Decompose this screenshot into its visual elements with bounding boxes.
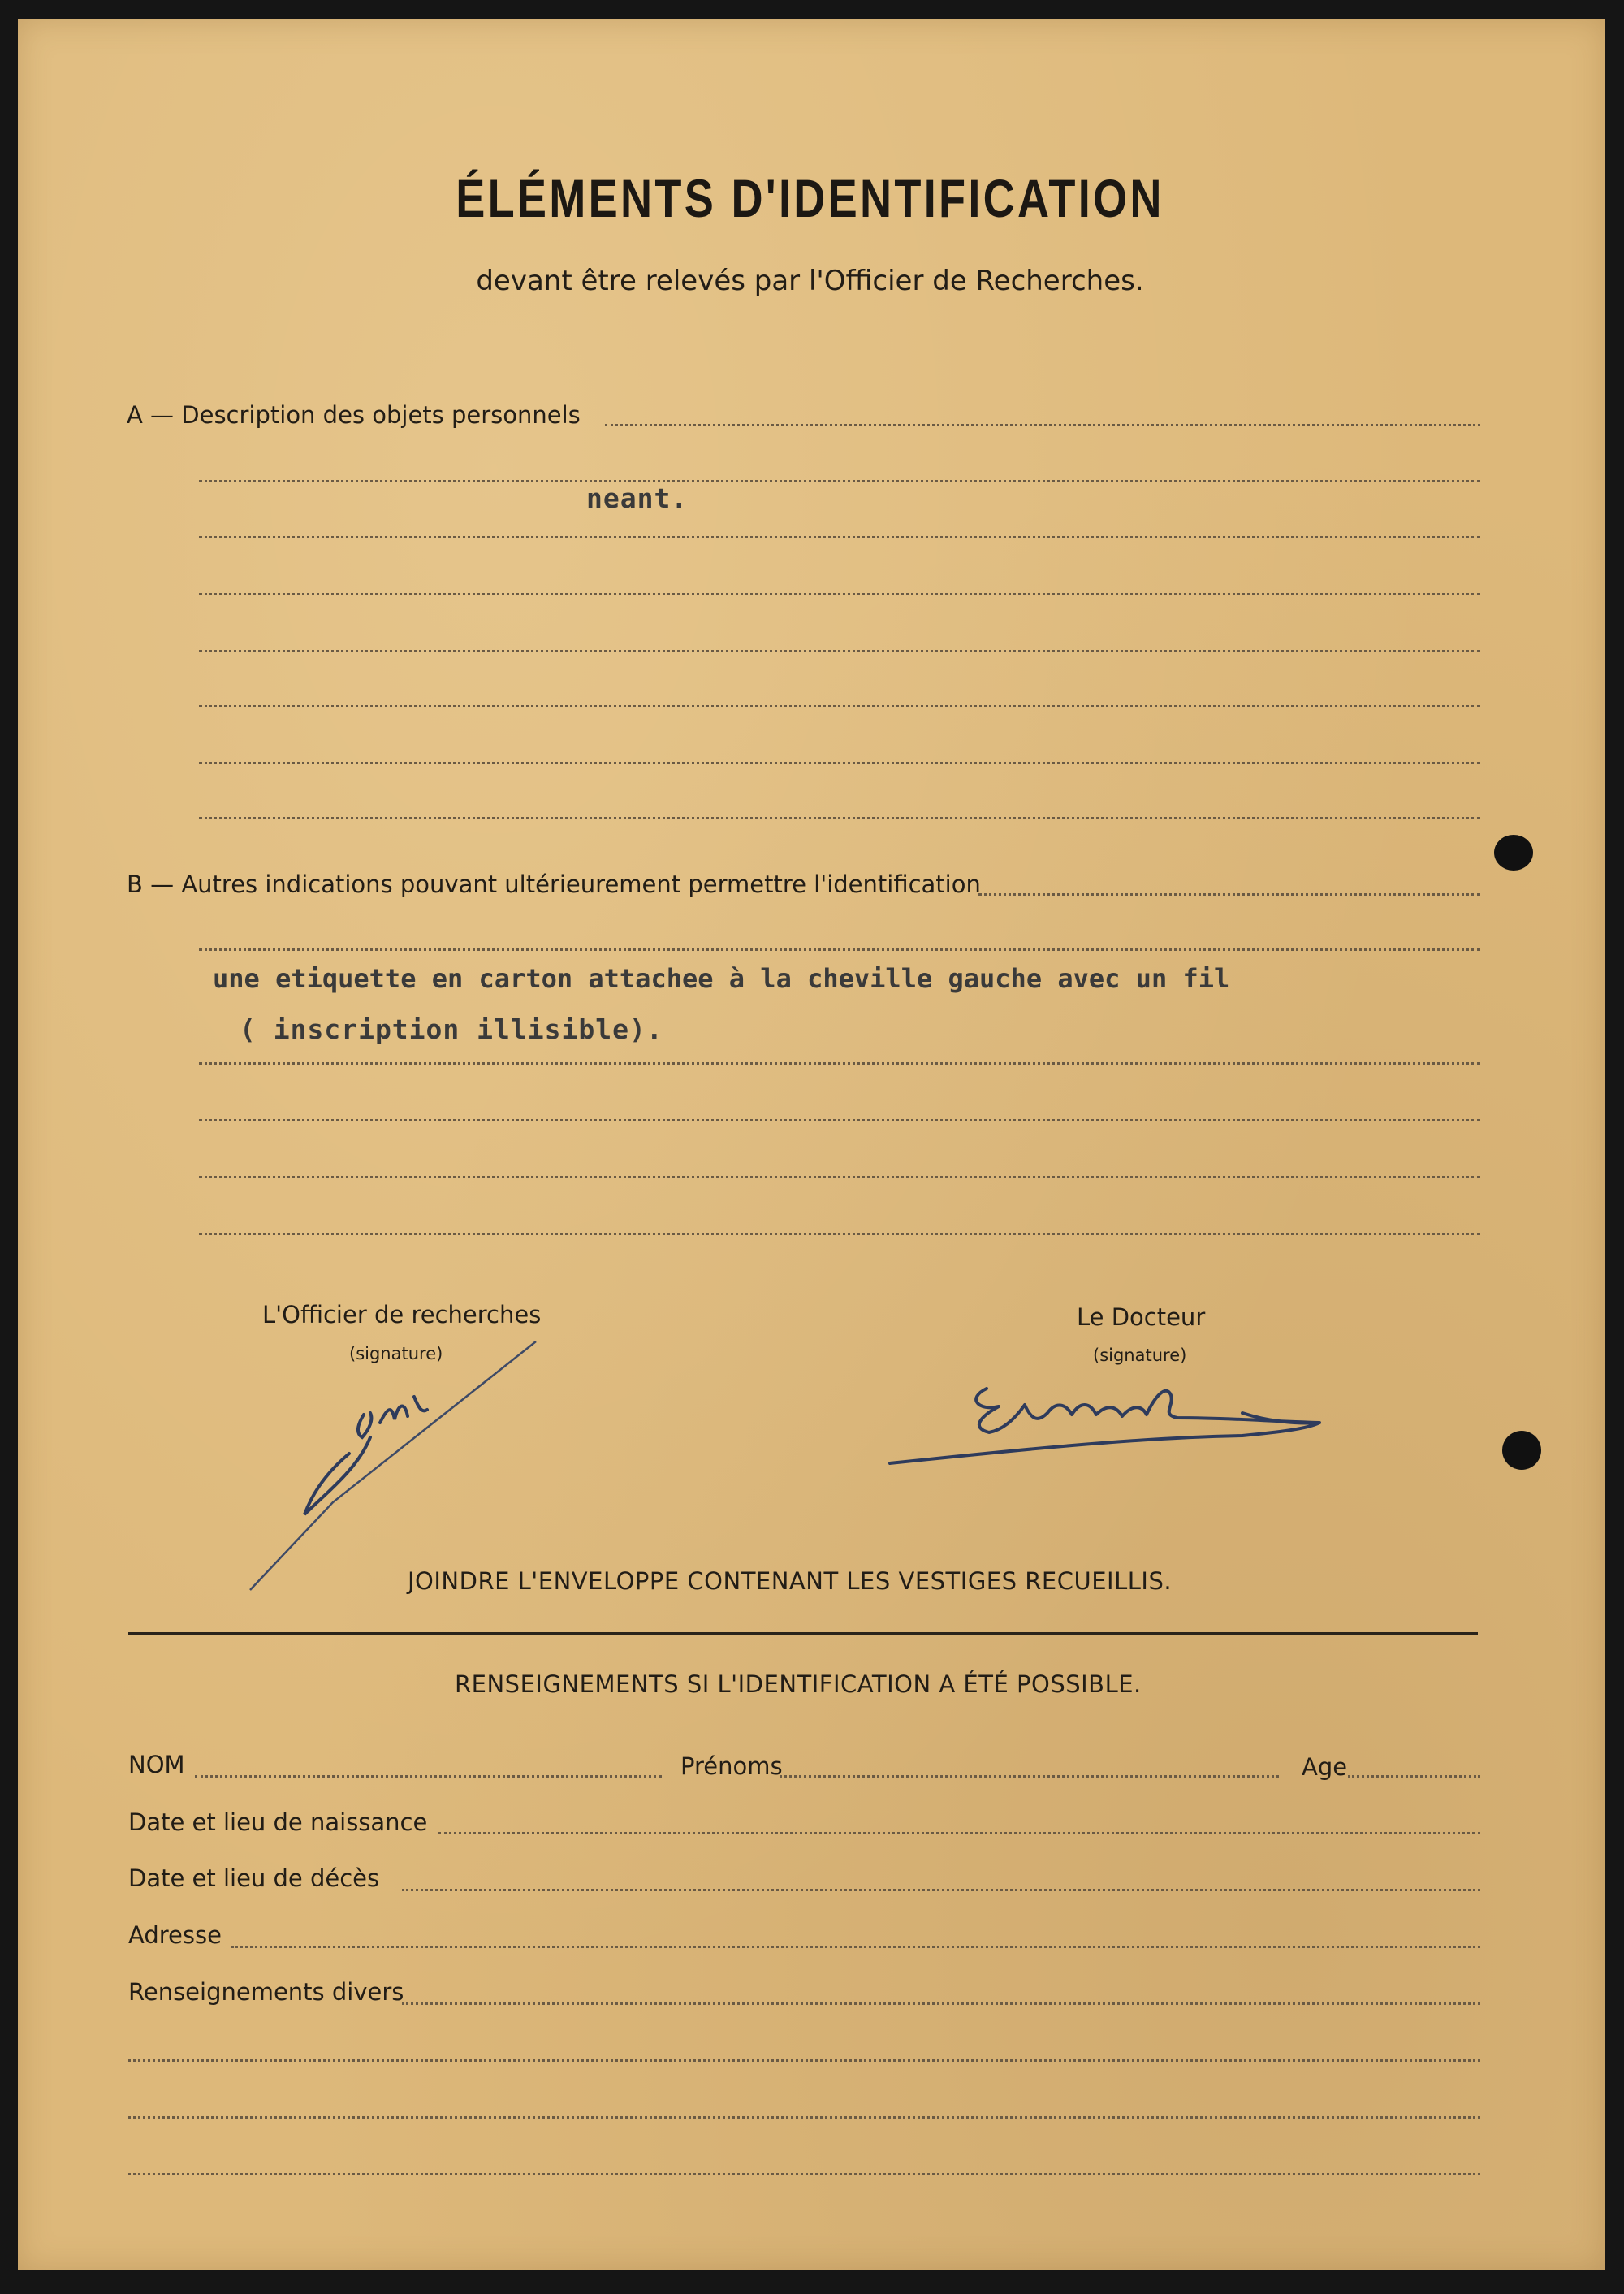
adresse-label: Adresse bbox=[128, 1921, 222, 1949]
section-a-dotted-line bbox=[605, 424, 1480, 426]
officer-signature bbox=[235, 1332, 560, 1608]
deces-label: Date et lieu de décès bbox=[128, 1864, 380, 1892]
officer-signature-caption: (signature) bbox=[349, 1344, 443, 1363]
section-a-label: A — Description des objets personnels bbox=[127, 401, 581, 429]
age-label: Age bbox=[1302, 1753, 1348, 1781]
section-b-dotted-line bbox=[199, 1062, 1480, 1065]
section-b-typed-line-2: ( inscription illisible). bbox=[240, 1013, 663, 1045]
section-b-dotted-line bbox=[978, 893, 1480, 896]
prenoms-field bbox=[780, 1775, 1279, 1778]
adresse-field bbox=[231, 1946, 1480, 1948]
nom-field bbox=[195, 1775, 662, 1778]
section-a-dotted-line bbox=[199, 762, 1480, 764]
form-page bbox=[18, 19, 1605, 2270]
age-field bbox=[1348, 1775, 1480, 1778]
divers-field bbox=[128, 2116, 1480, 2119]
section-a-dotted-line bbox=[199, 536, 1480, 538]
section-a-dotted-line bbox=[199, 650, 1480, 652]
section-a-dotted-line bbox=[199, 705, 1480, 707]
identification-heading: RENSEIGNEMENTS SI L'IDENTIFICATION A ÉTÉ POSSIBLE. bbox=[455, 1670, 1142, 1698]
section-a-typed-value: neant. bbox=[586, 482, 689, 514]
section-b-dotted-line bbox=[199, 948, 1480, 951]
section-b-dotted-line bbox=[199, 1233, 1480, 1235]
section-a-dotted-line bbox=[199, 593, 1480, 595]
section-a-dotted-line bbox=[199, 480, 1480, 482]
doctor-signature bbox=[885, 1364, 1389, 1470]
section-divider bbox=[128, 1632, 1478, 1635]
punch-hole bbox=[1494, 835, 1533, 871]
divers-field bbox=[128, 2173, 1480, 2175]
deces-field bbox=[402, 1889, 1480, 1891]
section-b-dotted-line bbox=[199, 1176, 1480, 1178]
section-b-label: B — Autres indications pouvant ultérieurement permettre l'identification bbox=[127, 871, 981, 898]
naissance-field bbox=[438, 1832, 1480, 1834]
divers-field bbox=[128, 2059, 1480, 2062]
form-subtitle: devant être relevés par l'Officier de Recherches. bbox=[476, 265, 1144, 297]
section-b-dotted-line bbox=[199, 1119, 1480, 1121]
doctor-signature-caption: (signature) bbox=[1093, 1346, 1187, 1365]
section-b-typed-line-1: une etiquette en carton attachee à la cheville gauche avec un fil bbox=[213, 963, 1230, 994]
divers-field bbox=[402, 2002, 1480, 2005]
prenoms-label: Prénoms bbox=[680, 1752, 783, 1780]
divers-label: Renseignements divers bbox=[128, 1978, 404, 2006]
doctor-signature-label: Le Docteur bbox=[1077, 1303, 1206, 1331]
nom-label: NOM bbox=[128, 1751, 185, 1778]
section-a-dotted-line bbox=[199, 817, 1480, 819]
envelope-instruction: JOINDRE L'ENVELOPPE CONTENANT LES VESTIGES RECUEILLIS. bbox=[408, 1567, 1173, 1595]
naissance-label: Date et lieu de naissance bbox=[128, 1808, 428, 1836]
punch-hole bbox=[1502, 1431, 1541, 1470]
form-title: ÉLÉMENTS D'IDENTIFICATION bbox=[456, 168, 1164, 228]
officer-signature-label: L'Officier de recherches bbox=[262, 1301, 542, 1328]
